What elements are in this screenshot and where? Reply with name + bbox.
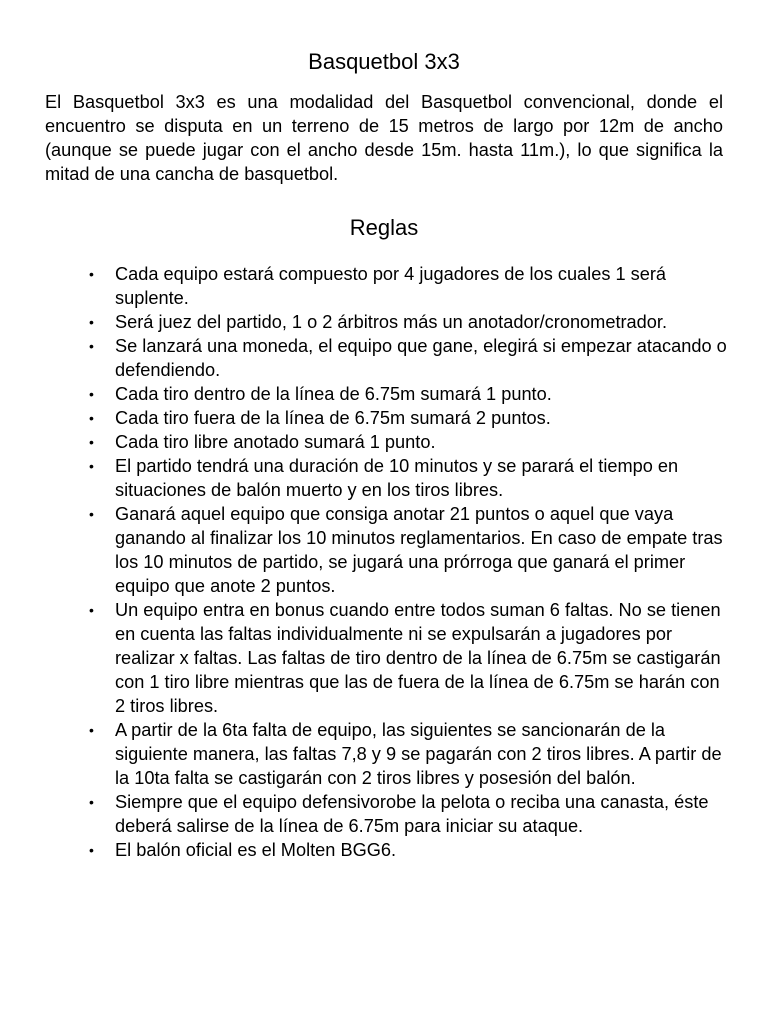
rule-text: Cada tiro dentro de la línea de 6.75m sumará 1 punto. xyxy=(115,384,552,404)
bullet-icon: • xyxy=(89,602,94,618)
document-title: Basquetbol 3x3 xyxy=(308,49,460,74)
rule-item xyxy=(89,262,727,310)
rule-item xyxy=(89,838,727,862)
bullet-icon: • xyxy=(89,386,94,402)
bullet-icon: • xyxy=(89,434,94,450)
rule-text: Siempre que el equipo defensivorobe la pelota o reciba una canasta, éste deberá salirse de la línea de 6.75m para iniciar su ataque. xyxy=(115,792,709,836)
rule-item xyxy=(89,382,727,406)
bullet-icon: • xyxy=(89,338,94,354)
rule-text: A partir de la 6ta falta de equipo, las siguientes se sancionarán de la siguiente manera, las faltas 7,8 y 9 se pagarán con 2 tiros libres. A partir de la 10ta falta se castigarán con 2 tiros libres y posesión del balón. xyxy=(115,720,722,788)
bullet-icon: • xyxy=(89,722,94,738)
rule-item xyxy=(89,502,727,598)
rule-text: Cada tiro libre anotado sumará 1 punto. xyxy=(115,432,436,452)
bullet-icon: • xyxy=(89,314,94,330)
rules-heading: Reglas xyxy=(349,215,419,240)
rule-text: Cada equipo estará compuesto por 4 jugadores de los cuales 1 será suplente. xyxy=(115,264,667,308)
rule-item xyxy=(89,334,727,382)
bullet-icon: • xyxy=(89,458,94,474)
rule-item xyxy=(89,406,727,430)
rule-item xyxy=(89,718,727,790)
bullet-icon: • xyxy=(89,266,94,282)
bullet-icon: • xyxy=(89,506,94,522)
intro-paragraph: El Basquetbol 3x3 es una modalidad del Basquetbol convencional, donde el encuentro se disputa en un terreno de 15 metros de largo por 12m de ancho (aunque se puede jugar con el ancho desde 15m. hasta 11m.), lo que significa la mitad de una cancha de basquetbol. xyxy=(45,92,723,184)
rule-text: Será juez del partido, 1 o 2 árbitros más un anotador/cronometrador. xyxy=(115,312,668,332)
rule-item xyxy=(89,310,727,334)
rule-text: Se lanzará una moneda, el equipo que gane, elegirá si empezar atacando o defendiendo. xyxy=(115,336,727,380)
bullet-icon: • xyxy=(89,794,94,810)
rule-item xyxy=(89,430,727,454)
bullet-icon: • xyxy=(89,410,94,426)
rule-item xyxy=(89,598,727,718)
rule-item xyxy=(89,790,727,838)
rules-list xyxy=(89,262,727,862)
bullet-icon: • xyxy=(89,842,94,858)
rule-text: Cada tiro fuera de la línea de 6.75m sumará 2 puntos. xyxy=(115,408,551,428)
rule-text: El partido tendrá una duración de 10 minutos y se parará el tiempo en situaciones de balón muerto y en los tiros libres. xyxy=(115,456,679,500)
rule-text: Un equipo entra en bonus cuando entre todos suman 6 faltas. No se tienen en cuenta las faltas individualmente ni se expulsarán a jugadores por realizar x faltas. Las faltas de tiro dentro de la línea de 6.75m se castigarán con 1 tiro libre mientras que las de fuera de la línea de 6.75m se harán con 2 tiros libres. xyxy=(115,600,721,716)
rule-text: El balón oficial es el Molten BGG6. xyxy=(115,840,397,860)
rule-text: Ganará aquel equipo que consiga anotar 21 puntos o aquel que vaya ganando al finalizar los 10 minutos reglamentarios. En caso de empate tras los 10 minutos de partido, se jugará una prórroga que ganará el primer equipo que anote 2 puntos. xyxy=(115,504,723,596)
rule-item xyxy=(89,454,727,502)
